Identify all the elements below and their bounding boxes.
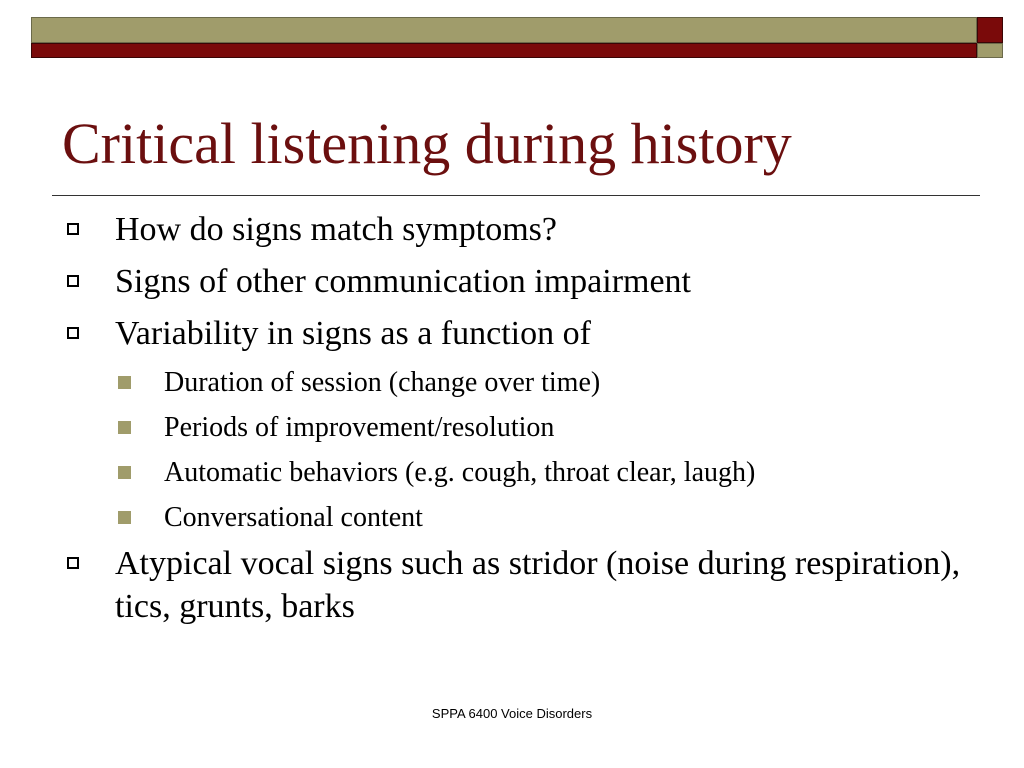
sub-bullet-list	[62, 360, 962, 540]
header-olive-square	[977, 43, 1003, 58]
hollow-square-bullet-icon	[67, 275, 79, 287]
header-olive-bar	[31, 17, 977, 43]
sub-bullet-text: Automatic behaviors (e.g. cough, throat clear, laugh)	[164, 457, 756, 488]
filled-square-bullet-icon	[118, 466, 131, 479]
sub-bullet-group	[62, 360, 962, 540]
bullet-text: Signs of other communication impairment	[115, 263, 692, 300]
title-underline	[52, 195, 980, 196]
sub-bullet-item	[62, 450, 962, 495]
sub-bullet-item	[62, 360, 962, 405]
bullet-text: How do signs match symptoms?	[115, 211, 557, 248]
hollow-square-bullet-icon	[67, 223, 79, 235]
bullet-item	[62, 542, 962, 628]
bullet-text: Variability in signs as a function of	[115, 315, 591, 352]
slide-footer: SPPA 6400 Voice Disorders	[431, 706, 593, 721]
filled-square-bullet-icon	[118, 376, 131, 389]
hollow-square-bullet-icon	[67, 327, 79, 339]
sub-bullet-text: Conversational content	[164, 502, 423, 533]
sub-bullet-text: Duration of session (change over time)	[164, 367, 601, 398]
bullet-list	[62, 208, 962, 637]
filled-square-bullet-icon	[118, 421, 131, 434]
bullet-item	[62, 260, 962, 303]
sub-bullet-text: Periods of improvement/resolution	[164, 412, 555, 443]
header-maroon-bar	[31, 43, 977, 58]
slide-title: Critical listening during history	[62, 111, 792, 176]
filled-square-bullet-icon	[118, 511, 131, 524]
sub-bullet-item	[62, 405, 962, 450]
header-maroon-square	[977, 17, 1003, 43]
bullet-item	[62, 312, 962, 355]
hollow-square-bullet-icon	[67, 557, 79, 569]
sub-bullet-item	[62, 495, 962, 540]
bullet-item	[62, 208, 962, 251]
bullet-text: Atypical vocal signs such as stridor (noise during respiration), tics, grunts, barks	[115, 545, 961, 625]
